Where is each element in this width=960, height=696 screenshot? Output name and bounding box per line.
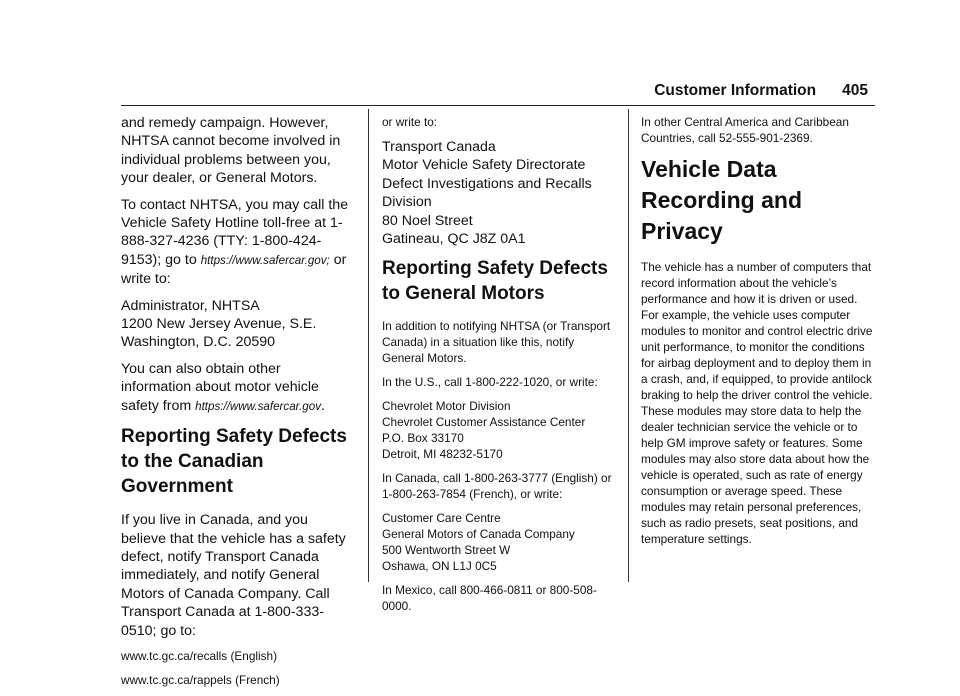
address-line: Motor Vehicle Safety Directorate xyxy=(382,157,586,174)
address-line: Washington, D.C. 20590 xyxy=(121,334,276,351)
paragraph: In the U.S., call 1-800-222-1020, or write: xyxy=(382,375,598,390)
address-line: Transport Canada xyxy=(382,139,496,155)
column-divider-2 xyxy=(628,109,629,582)
period: . xyxy=(321,397,325,414)
recalls-link-french[interactable]: www.tc.gc.ca/rappels (French) xyxy=(121,672,280,687)
section-title: Customer Information xyxy=(654,82,817,99)
address-line: Detroit, MI 48232-5170 xyxy=(382,447,503,462)
paragraph: In other Central America and Caribbean Countries, call 52-555-901-2369. xyxy=(641,115,849,145)
gm-canada-address xyxy=(382,510,618,574)
address-line: Defect Investigations and Recalls xyxy=(382,175,592,192)
paragraph: The vehicle has a number of computers that record information about the vehicle’s performance and how it is driven or used. For example, the vehicle uses computer modules to monitor and control electric drive unit performance, to monitor the conditions for airbag deployment and to deploy them in a crash, and, if equipped, to provide antilock braking to help the driver control the vehicle. These modules may store data to help the dealer technician service the vehicle or to help GM improve safety or features. Some modules may also store data about how the vehicle is operated, such as rate of energy consumption or average speed. These modules may retain personal preferences, such as radio presets, seat positions, and temperature settings. xyxy=(641,260,873,546)
address-line: Oshawa, ON L1J 0C5 xyxy=(382,559,497,574)
address-line: P.O. Box 33170 xyxy=(382,431,464,446)
address-line: Administrator, NHTSA xyxy=(121,297,260,314)
recalls-link-english[interactable]: www.tc.gc.ca/recalls (English) xyxy=(121,648,278,663)
paragraph-text: You can also obtain other information about motor vehicle safety from xyxy=(121,360,319,414)
address-line: Chevrolet Customer Assistance Center xyxy=(382,415,586,430)
address-line: 500 Wentworth Street W xyxy=(382,543,511,558)
paragraph-more-info xyxy=(121,360,353,416)
column-divider-1 xyxy=(368,109,369,582)
heading-canada-defects: Reporting Safety Defects to the Canadian Government xyxy=(121,426,347,498)
paragraph-contact-nhtsa xyxy=(121,196,353,289)
header-rule xyxy=(121,105,875,106)
paragraph-text: To contact NHTSA, you may call the Vehicle Safety Hotline toll-free at 1-888-327-4236 (TTY: 1-800-424-9153); go to xyxy=(121,196,349,268)
heading-data-recording: Vehicle Data Recording and Privacy xyxy=(641,156,803,244)
paragraph: In Canada, call 1-800-263-3777 (English) or 1-800-263-7854 (French), or write: xyxy=(382,471,612,502)
paragraph: In addition to notifying NHTSA (or Transport Canada) in a situation like this, notify General Motors. xyxy=(382,319,611,366)
address-line: General Motors of Canada Company xyxy=(382,527,575,542)
paragraph: In Mexico, call 800-466-0811 or 800-508-0000. xyxy=(382,583,597,614)
page-number: 405 xyxy=(842,82,868,99)
address-line: Gatineau, QC J8Z 0A1 xyxy=(382,231,526,248)
safercar-link-2[interactable]: https://www.safercar.gov xyxy=(195,399,321,413)
heading-gm-defects: Reporting Safety Defects to General Motors xyxy=(382,258,608,305)
address-line: Customer Care Centre xyxy=(382,511,501,526)
column-1 xyxy=(121,114,353,696)
paragraph: and remedy campaign. However, NHTSA cannot become involved in individual problems between you, your dealer, or General Motors. xyxy=(121,115,341,187)
safercar-link[interactable]: https://www.safercar.gov; xyxy=(200,253,330,267)
paragraph: or write to: xyxy=(382,115,438,129)
address-line: Division xyxy=(382,194,432,211)
transport-canada-address xyxy=(382,138,618,248)
chevrolet-address xyxy=(382,398,618,462)
address-line: 1200 New Jersey Avenue, S.E. xyxy=(121,316,317,333)
address-line: 80 Noel Street xyxy=(382,212,473,229)
nhtsa-address xyxy=(121,297,353,352)
address-line: Chevrolet Motor Division xyxy=(382,399,511,414)
column-3 xyxy=(641,114,877,555)
paragraph-text: or write to: xyxy=(121,251,347,288)
paragraph: If you live in Canada, and you believe that the vehicle has a safety defect, notify Transport Canada immediately, and notify General Motors of Canada Company. Call Transport Canada at 1-800-333-0510; go to: xyxy=(121,512,346,639)
page-header xyxy=(654,82,868,100)
column-2 xyxy=(382,114,618,622)
